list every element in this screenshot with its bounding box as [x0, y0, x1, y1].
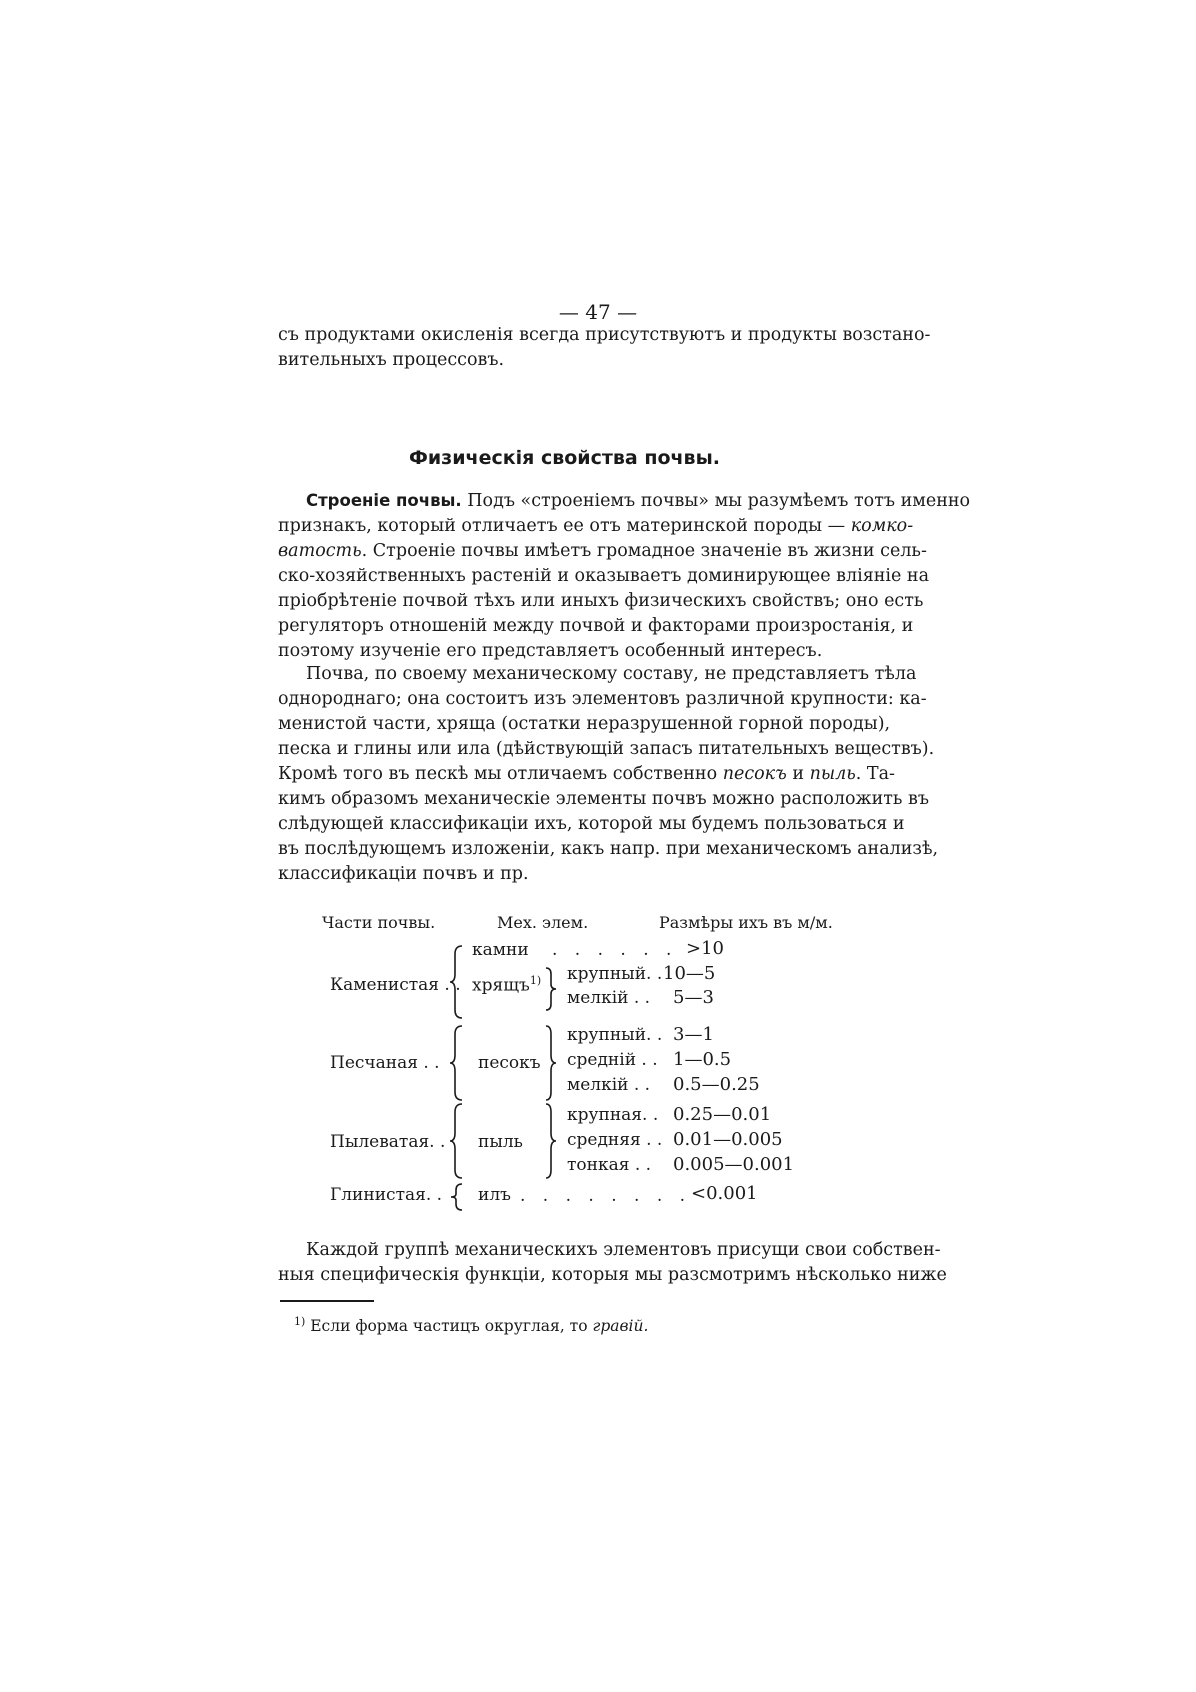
footnote-divider	[280, 1300, 374, 1302]
size-value: 3—1	[673, 1024, 714, 1045]
leader-dots: . . . . . .	[552, 940, 678, 960]
text-line: регуляторъ отношеній между почвой и факторами произростанія, и	[278, 616, 914, 636]
left-brace-icon	[448, 1182, 468, 1212]
size-value: 0.01—0.005	[673, 1129, 783, 1150]
text-line: Почва, по своему механическому составу, не представляетъ тѣла	[306, 664, 917, 684]
text-line: классификаціи почвъ и пр.	[278, 864, 529, 884]
text-line: слѣдующей классификаціи ихъ, которой мы будемъ пользоваться и	[278, 814, 905, 834]
footnote-mark: 1)	[294, 1315, 306, 1328]
paragraph-structure	[278, 488, 971, 664]
text-line: менистой части, хряща (остатки неразрушенной горной породы),	[278, 714, 891, 734]
leader-dots: . . . . . . . .	[520, 1186, 692, 1206]
size-value: <0.001	[691, 1183, 758, 1204]
text-line: Строеніе почвы. Подъ «строеніемъ почвы» мы разумѣемъ тотъ именно	[306, 491, 971, 511]
size-value: 0.5—0.25	[673, 1074, 760, 1095]
text-line: ватость. Строеніе почвы имѣетъ громадное значеніе въ жизни сель-	[278, 541, 927, 561]
text-line: съ продуктами окисленія всегда присутствуютъ и продукты возстано-	[278, 325, 931, 345]
text-line: ско-хозяйственныхъ растеній и оказываетъ доминирующее вліяніе на	[278, 566, 930, 586]
left-brace-icon	[448, 1024, 468, 1102]
italic-term: пыль	[809, 764, 856, 784]
subtype-label: крупный. .	[567, 964, 663, 984]
element-name: пыль	[478, 1132, 523, 1152]
group-name: Песчаная . .	[330, 1053, 440, 1073]
right-brace-icon	[544, 966, 558, 1012]
text-line: Каждой группѣ механическихъ элементовъ присущи свои собствен-	[306, 1240, 941, 1260]
footnote: $^{1)}$ Если форма частицъ округлая, то гравій.	[294, 1315, 649, 1336]
size-value: 0.005—0.001	[673, 1154, 795, 1175]
table-header: Размѣры ихъ въ м/м.	[659, 913, 833, 932]
italic-term: ватость	[278, 541, 362, 561]
text-line: Кромѣ того въ пескѣ мы отличаемъ собственно песокъ и пыль. Та-	[278, 764, 895, 784]
size-value: 10—5	[663, 963, 716, 984]
group-name: Пылеватая. .	[330, 1132, 446, 1152]
table-header: Части почвы.	[322, 913, 436, 932]
section-title: Физическія свойства почвы.	[409, 447, 720, 469]
text-line: признакъ, который отличаетъ ее отъ материнской породы — комко-	[278, 516, 914, 536]
italic-term: гравій.	[592, 1317, 649, 1336]
intro-paragraph	[278, 323, 931, 373]
left-brace-icon	[448, 1102, 468, 1180]
subtype-label: мелкій . .	[567, 988, 651, 1008]
subtype-label: крупный. .	[567, 1025, 663, 1045]
paragraph-composition	[278, 662, 939, 887]
subtype-label: крупная. .	[567, 1105, 659, 1125]
text-line: ныя специфическія функціи, которыя мы разсмотримъ нѣсколько ниже	[278, 1265, 947, 1285]
element-name: камни	[472, 940, 529, 960]
text-line: вительныхъ процессовъ.	[278, 350, 505, 370]
right-brace-icon	[544, 1024, 558, 1102]
paragraph-functions	[278, 1238, 947, 1288]
text-line: поэтому изученіе его представляетъ особенный интересъ.	[278, 641, 823, 661]
subtype-label: средній . .	[567, 1050, 658, 1070]
left-brace-icon	[448, 944, 468, 1020]
element-name: хрящъ$^{1)}$	[472, 974, 542, 996]
group-name: Глинистая. .	[330, 1185, 443, 1205]
footnote-reference: 1)	[529, 974, 542, 987]
italic-term: песокъ	[722, 764, 787, 784]
italic-term: комко-	[850, 516, 914, 536]
page-number: — 47 —	[558, 300, 638, 324]
text-line: однороднаго; она состоитъ изъ элементовъ различной крупности: ка-	[278, 689, 927, 709]
group-name: Каменистая . .	[330, 975, 461, 995]
text-line: кимъ образомъ механическіе элементы почвъ можно расположить въ	[278, 789, 930, 809]
paragraph-heading: Строеніе почвы.	[306, 491, 462, 510]
element-name: песокъ	[478, 1053, 541, 1073]
subtype-label: средняя . .	[567, 1130, 663, 1150]
text-line: пріобрѣтеніе почвой тѣхъ или иныхъ физическихъ свойствъ; оно есть	[278, 591, 924, 611]
text-line: песка и глины или ила (дѣйствующій запасъ питательныхъ веществъ).	[278, 739, 935, 759]
subtype-label: мелкій . .	[567, 1075, 651, 1095]
size-value: >10	[686, 938, 724, 959]
element-name: илъ	[478, 1185, 511, 1205]
size-value: 5—3	[673, 987, 714, 1008]
size-value: 1—0.5	[673, 1049, 732, 1070]
subtype-label: тонкая . .	[567, 1155, 652, 1175]
table-header: Мех. элем.	[497, 913, 589, 932]
right-brace-icon	[544, 1102, 558, 1180]
text-line: въ послѣдующемъ изложеніи, какъ напр. при механическомъ анализѣ,	[278, 839, 939, 859]
size-value: 0.25—0.01	[673, 1104, 772, 1125]
